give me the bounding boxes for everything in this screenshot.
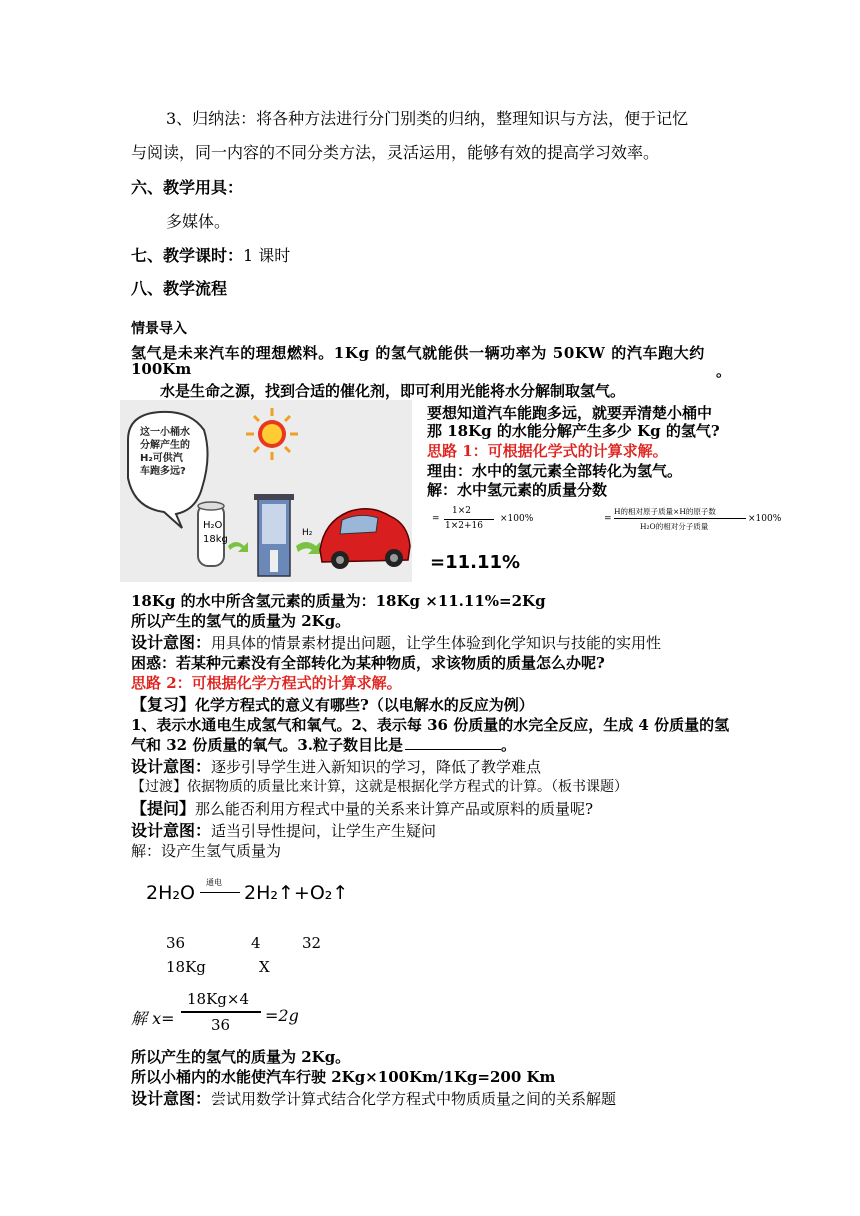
solve-intro: 解：设产生氢气质量为 xyxy=(131,842,282,860)
induction-line-1: 3、归纳法：将各种方法进行分门别类的归纳，整理知识与方法，便于记忆 xyxy=(166,109,689,128)
ask-text: 那么能否利用方程式中量的关系来计算产品或原料的质量呢? xyxy=(195,800,594,818)
ask xyxy=(131,796,593,819)
section7-content: 1 课时 xyxy=(243,246,291,265)
intro-line-2-end: 。 xyxy=(716,362,732,380)
section6-title: 六、教学用具： xyxy=(131,178,244,197)
formula-1-denominator: 1×2+16 xyxy=(445,521,483,531)
bucket-label-2: 18kg xyxy=(203,534,228,545)
solve-x-fraction-bar xyxy=(181,1011,261,1013)
review xyxy=(131,692,534,715)
design-intent-4-text: 尝试用数学计算式结合化学方程式中物质质量之间的关系解题 xyxy=(211,1090,617,1108)
equation-condition: 通电 xyxy=(206,878,222,887)
bubble-text xyxy=(140,426,190,478)
formula-2-numerator: H的相对原子质量×H的原子数 xyxy=(614,507,716,516)
design-intent-1-text: 用具体的情景素材提出问题，让学生体验到化学知识与技能的实用性 xyxy=(211,634,662,652)
section8-title: 八、教学流程 xyxy=(131,279,228,298)
section7 xyxy=(131,243,290,266)
solve-x-fraction xyxy=(131,990,331,1040)
design-intent-2-label: 设计意图： xyxy=(131,757,212,776)
final-line-1: 所以产生的氢气的质量为 2Kg。 xyxy=(131,1048,351,1066)
design-intent-4 xyxy=(131,1086,616,1109)
review-text: 化学方程式的意义有哪些?（以电解水的反应为例） xyxy=(195,696,534,714)
reason: 理由：水中的氢元素全部转化为氢气。 xyxy=(427,462,683,480)
decomposer-machine-icon xyxy=(254,494,294,576)
solution-mass-fraction: 解：水中氢元素的质量分数 xyxy=(427,481,608,499)
review-line-3-end: 。 xyxy=(500,736,516,754)
unknown-hydrogen: X xyxy=(259,958,270,976)
formula-1-numerator: 1×2 xyxy=(452,506,471,516)
bubble-line-4: 车跑多远? xyxy=(140,466,186,477)
intro-heading: 情景导入 xyxy=(131,321,187,337)
intro-line-1: 氢气是未来汽车的理想燃料。1Kg 的氢气就能供一辆功率为 50KW 的汽车跑大约 xyxy=(131,344,705,362)
idea-2: 思路 2：可根据化学方程式的计算求解。 xyxy=(131,674,402,692)
design-intent-2-text: 逐步引导学生进入新知识的学习，降低了教学难点 xyxy=(211,758,542,776)
bubble-line-1: 这一小桶水 xyxy=(140,427,190,438)
section6-content: 多媒体。 xyxy=(166,212,231,231)
scenario-illustration xyxy=(120,400,412,582)
h2-label: H₂ xyxy=(302,528,313,538)
bucket-label-1: H₂O xyxy=(203,520,223,531)
question-line-2: 那 18Kg 的水能分解产生多少 Kg 的氢气? xyxy=(427,422,720,440)
idea-1: 思路 1：可根据化学式的计算求解。 xyxy=(427,442,668,460)
design-intent-1 xyxy=(131,630,661,653)
design-intent-3-label: 设计意图： xyxy=(131,821,212,840)
design-intent-3-text: 适当引导性提问，让学生产生疑问 xyxy=(211,822,437,840)
design-intent-4-label: 设计意图： xyxy=(131,1089,212,1108)
formula-2 xyxy=(604,506,784,536)
ratio-blank xyxy=(405,735,501,750)
review-label: 【复习】 xyxy=(131,695,196,714)
design-intent-3 xyxy=(131,818,436,841)
solve-x-denominator: 36 xyxy=(211,1016,231,1034)
chemical-equation xyxy=(146,872,349,912)
known-water: 18Kg xyxy=(166,958,206,976)
section7-title: 七、教学课时： xyxy=(131,246,244,265)
review-line-3-text: 气和 32 份质量的氧气。3.粒子数目比是 xyxy=(131,736,403,754)
bubble-line-3: H₂可供汽 xyxy=(140,453,183,464)
result-percent: =11.11% xyxy=(430,552,521,573)
review-line-2: 1、表示水通电生成氢气和氧气。2、表示每 36 份质量的水完全反应，生成 4 份质量的氢 xyxy=(131,716,730,734)
design-intent-1-label: 设计意图： xyxy=(131,633,212,652)
final-line-2: 所以小桶内的水能使汽车行驶 2Kg×100Km/1Kg=200 Km xyxy=(131,1068,556,1086)
calc-line-2: 所以产生的氢气的质量为 2Kg。 xyxy=(131,612,351,630)
review-line-3 xyxy=(131,734,516,755)
design-intent-2 xyxy=(131,754,541,777)
equation-left: 2H₂O xyxy=(146,882,195,904)
confusion: 困惑：若某种元素没有全部转化为某种物质，求该物质的质量怎么办呢? xyxy=(131,654,605,672)
formula-2-suffix: ×100% xyxy=(748,514,782,524)
transition: 【过渡】依据物质的质量比来计算，这就是根据化学方程式的计算。（板书课题） xyxy=(131,779,628,795)
formula-1-suffix: ×100% xyxy=(500,514,534,524)
induction-line-2: 与阅读，同一内容的不同分类方法，灵活运用，能够有效的提高学习效率。 xyxy=(131,143,660,162)
bubble-line-2: 分解产生的 xyxy=(140,440,190,451)
formula-1-fraction-bar xyxy=(444,519,494,520)
formula-2-fraction-bar xyxy=(614,518,746,519)
formula-1-prefix: = xyxy=(432,514,440,524)
ratio-water: 36 xyxy=(166,934,186,952)
ratio-oxygen: 32 xyxy=(302,934,322,952)
question-line-1: 要想知道汽车能跑多远，就要弄清楚小桶中 xyxy=(427,404,713,422)
solve-x-prefix: 解 x= xyxy=(131,1009,175,1028)
solve-x-numerator: 18Kg×4 xyxy=(187,990,250,1008)
ask-label: 【提问】 xyxy=(131,799,196,818)
solve-x-suffix: =2g xyxy=(265,1006,299,1025)
equation-right: 2H₂↑+O₂↑ xyxy=(244,882,349,904)
formula-1 xyxy=(432,506,582,536)
calc-line-1: 18Kg 的水中所含氢元素的质量为：18Kg ×11.11%=2Kg xyxy=(131,592,546,610)
formula-2-prefix: = xyxy=(604,514,612,524)
equation-arrow-line xyxy=(200,892,240,893)
formula-2-denominator: H₂O的相对分子质量 xyxy=(640,522,709,531)
intro-line-2: 100Km xyxy=(131,360,192,378)
intro-line-3: 水是生命之源，找到合适的催化剂，即可利用光能将水分解制取氢气。 xyxy=(160,382,626,400)
ratio-hydrogen: 4 xyxy=(251,934,261,952)
